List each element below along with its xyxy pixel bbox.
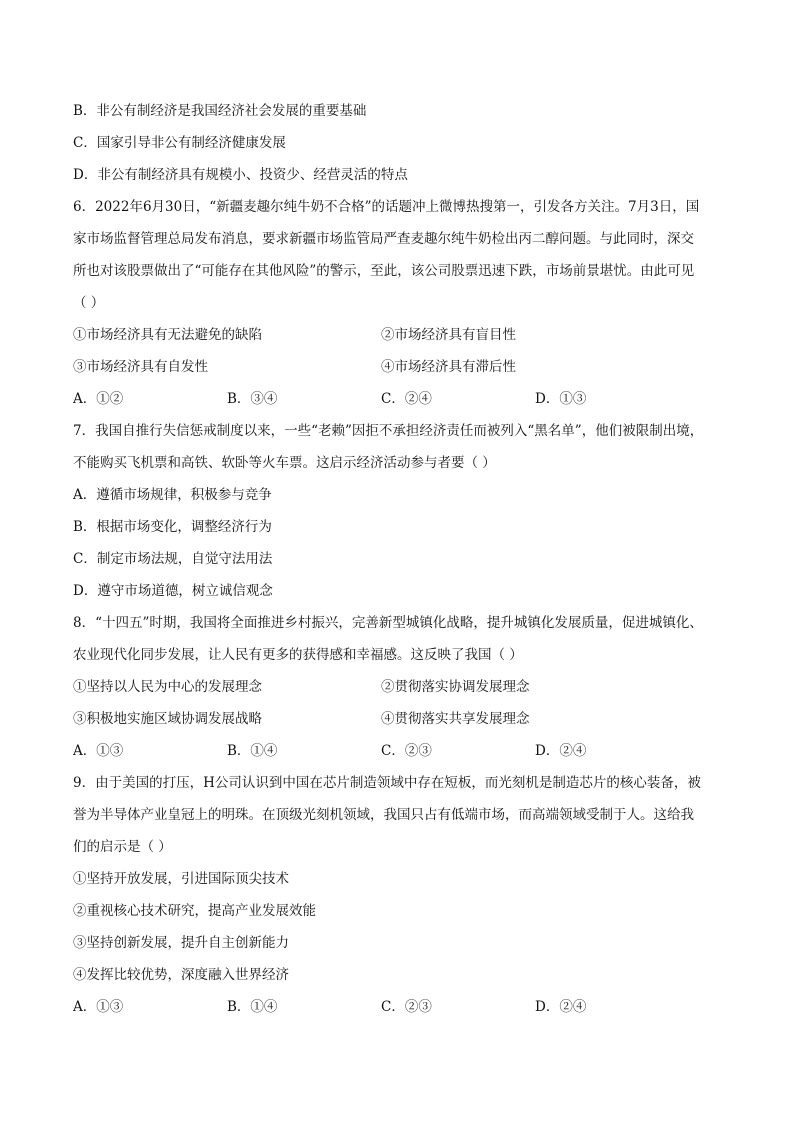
- q9-stem-line: 誉为半导体产业皇冠上的明珠。在顶级光刻机领域，我国只占有低端市场，而高端领域受制于人。这给我: [73, 807, 694, 823]
- q6-choice-c: C．②④: [381, 391, 432, 407]
- q9-item-1: ①坚持开放发展，引进国际顶尖技术: [73, 871, 289, 887]
- q6-item-3: ③市场经济具有自发性: [73, 359, 208, 375]
- q7-option-c: C．制定市场法规，自觉守法用法: [73, 551, 273, 567]
- q6-item-1: ①市场经济具有无法避免的缺陷: [73, 327, 262, 343]
- q5-option-d: D．非公有制经济具有规模小、投资少、经营灵活的特点: [73, 167, 408, 183]
- q7-option-a: A．遵循市场规律，积极参与竞争: [73, 487, 272, 503]
- q5-option-c: C．国家引导非公有制经济健康发展: [73, 135, 286, 151]
- q9-choice-d: D．②④: [535, 999, 587, 1015]
- q9-stem-line: 9．由于美国的打压，H公司认识到中国在芯片制造领域中存在短板，而光刻机是制造芯片的核心装备，被: [73, 775, 701, 791]
- q9-stem-line: 们的启示是（ ）: [73, 839, 172, 855]
- q8-stem-line: 农业现代化同步发展，让人民有更多的获得感和幸福感。这反映了我国（ ）: [73, 647, 523, 663]
- q9-choice-c: C．②③: [381, 999, 432, 1015]
- q6-item-4: ④市场经济具有滞后性: [381, 359, 516, 375]
- q7-option-b: B．根据市场变化，调整经济行为: [73, 519, 272, 535]
- q6-stem-line: 所也对该股票做出了“可能存在其他风险”的警示，至此，该公司股票迅速下跌，市场前景堪忧。由此可见: [73, 263, 695, 279]
- q8-choice-b: B．①④: [227, 743, 278, 759]
- q6-choice-d: D．①③: [535, 391, 587, 407]
- q7-stem-line: 7．我国自推行失信惩戒制度以来，一些“老赖”因拒不承担经济责任而被列入“黑名单”，他们被限制出境，: [73, 423, 704, 439]
- q7-stem-line: 不能购买飞机票和高铁、软卧等火车票。这启示经济活动参与者要（ ）: [73, 455, 496, 471]
- q8-choice-c: C．②③: [381, 743, 432, 759]
- q6-item-2: ②市场经济具有盲目性: [381, 327, 516, 343]
- q9-choice-a: A．①③: [73, 999, 124, 1015]
- q8-item-3: ③积极地实施区域协调发展战略: [73, 711, 262, 727]
- q8-item-2: ②贯彻落实协调发展理念: [381, 679, 530, 695]
- q8-stem-line: 8．“十四五”时期，我国将全面推进乡村振兴，完善新型城镇化战略，提升城镇化发展质量，促进城镇化、: [73, 615, 703, 631]
- q6-stem-line: 家市场监督管理总局发布消息，要求新疆市场监管局严查麦趣尔纯牛奶检出丙二醇问题。与此同时，深交: [73, 231, 694, 247]
- q7-option-d: D．遵守市场道德，树立诚信观念: [73, 583, 273, 599]
- q8-choice-a: A．①③: [73, 743, 124, 759]
- q9-item-2: ②重视核心技术研究，提高产业发展效能: [73, 903, 316, 919]
- q6-stem-line: （ ）: [73, 295, 105, 311]
- q6-stem-line: 6．2022年6月30日，“新疆麦趣尔纯牛奶不合格”的话题冲上微博热搜第一，引发各方关注。7月3日，国: [73, 199, 700, 215]
- q8-item-1: ①坚持以人民为中心的发展理念: [73, 679, 262, 695]
- q6-choice-b: B．③④: [227, 391, 278, 407]
- q6-choice-a: A．①②: [73, 391, 124, 407]
- q9-choice-b: B．①④: [227, 999, 278, 1015]
- q5-option-b: B．非公有制经济是我国经济社会发展的重要基础: [73, 103, 367, 119]
- q8-choice-d: D．②④: [535, 743, 587, 759]
- q8-item-4: ④贯彻落实共享发展理念: [381, 711, 530, 727]
- q9-item-3: ③坚持创新发展，提升自主创新能力: [73, 935, 289, 951]
- q9-item-4: ④发挥比较优势，深度融入世界经济: [73, 967, 289, 983]
